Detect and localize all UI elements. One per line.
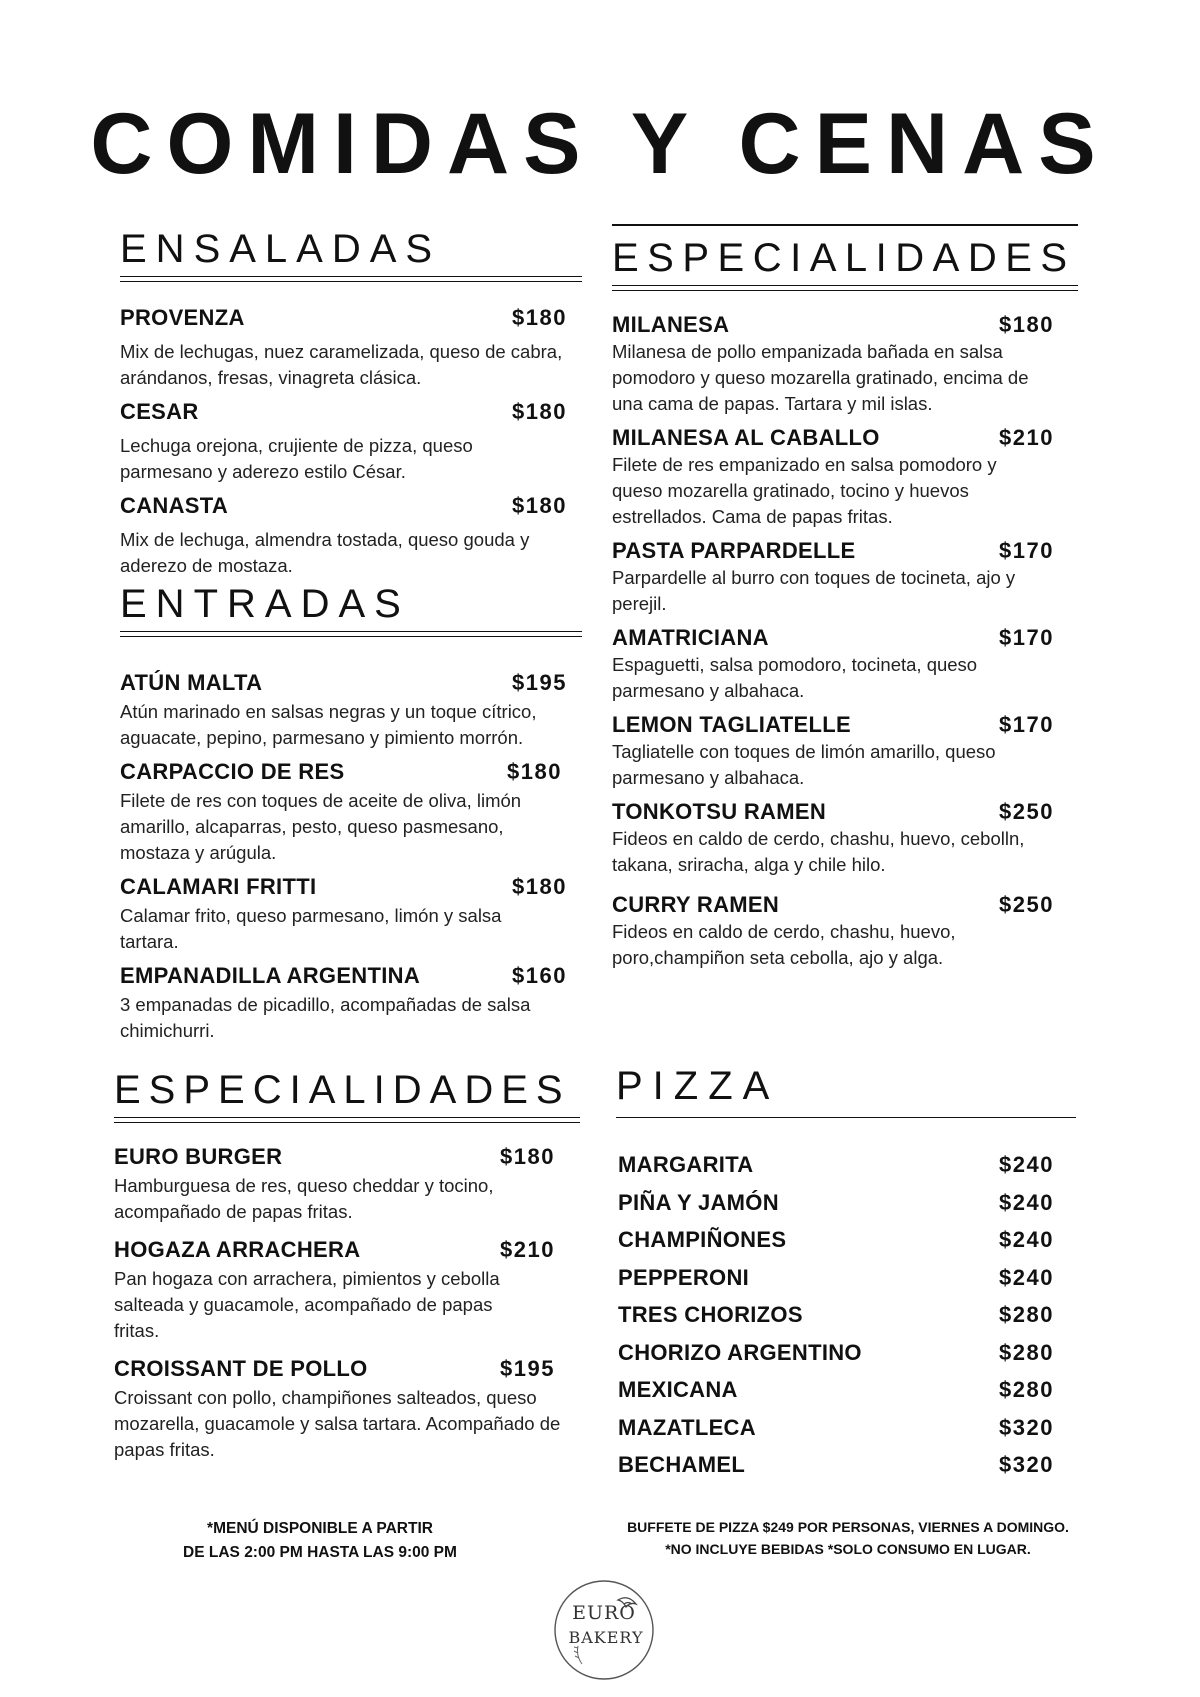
wheat-icon: [574, 1646, 582, 1664]
buffet-note-line: BUFFETE DE PIZZA $249 POR PERSONAS, VIERNES A DOMINGO.: [627, 1519, 1069, 1535]
item-price: $240: [999, 1152, 1054, 1177]
section-heading-rule: [612, 226, 1078, 286]
section-heading-rule: [120, 227, 582, 277]
item-price: $210: [500, 1237, 555, 1262]
menu-item: [120, 493, 582, 579]
item-description: Lechuga orejona, crujiente de pizza, queso parmesano y aderezo estilo César.: [120, 435, 473, 482]
item-price: $320: [999, 1452, 1054, 1477]
section-especialidades-left: [114, 1068, 580, 1463]
list-item: [618, 1452, 1054, 1490]
item-name: CHORIZO ARGENTINO: [618, 1339, 862, 1365]
item-name: BECHAMEL: [618, 1452, 746, 1477]
item-name: CURRY RAMEN: [612, 892, 780, 917]
menu-item: [612, 312, 1078, 417]
item-name: MILANESA AL CABALLO: [612, 425, 880, 450]
menu-item: [612, 538, 1078, 617]
item-price: $170: [999, 712, 1054, 737]
section-heading-rule: [120, 582, 582, 632]
buffet-note-line: *NO INCLUYE BEBIDAS *SOLO CONSUMO EN LUGAR.: [665, 1541, 1031, 1557]
item-description: Pan hogaza con arrachera, pimientos y cebolla salteada y guacamole, acompañado de papas fritas.: [114, 1268, 500, 1341]
schedule-note-line: *MENÚ DISPONIBLE A PARTIR: [207, 1520, 433, 1537]
item-price: $280: [999, 1302, 1054, 1327]
item-price: $180: [512, 874, 567, 899]
item-price: $250: [999, 799, 1054, 824]
euro-bakery-logo: [552, 1578, 656, 1682]
item-price: $170: [999, 625, 1054, 650]
list-item: [618, 1415, 1054, 1453]
menu-item: [120, 305, 582, 391]
item-description: Fideos en caldo de cerdo, chashu, huevo, poro,champiñon seta cebolla, ajo y alga.: [612, 921, 956, 968]
item-name: CALAMARI FRITTI: [120, 874, 317, 899]
section-pizza: [616, 1064, 1076, 1490]
menu-item: [612, 892, 1078, 971]
item-name: PASTA PARPARDELLE: [612, 538, 856, 563]
item-price: $320: [999, 1414, 1054, 1440]
item-name: CROISSANT DE POLLO: [114, 1356, 368, 1381]
list-item: [618, 1302, 1054, 1340]
section-heading: PIZZA: [616, 1064, 780, 1108]
item-description: Calamar frito, queso parmesano, limón y salsa tartara.: [120, 905, 502, 952]
item-description: Hamburguesa de res, queso cheddar y tocino, acompañado de papas fritas.: [114, 1175, 494, 1222]
menu-item: [114, 1144, 580, 1225]
item-description: Filete de res empanizado en salsa pomodoro y queso mozarella gratinado, tocino y huevos estrellados. Cama de papas fritas.: [612, 454, 997, 527]
item-price: $180: [507, 759, 562, 784]
pizza-list: [616, 1152, 1076, 1490]
item-price: $195: [512, 670, 567, 695]
item-price: $180: [999, 312, 1054, 337]
item-price: $250: [999, 892, 1054, 917]
item-name: MARGARITA: [618, 1152, 754, 1177]
menu-item: [612, 625, 1078, 704]
menu-item: [114, 1356, 580, 1463]
item-description: Mix de lechuga, almendra tostada, queso gouda y aderezo de mostaza.: [120, 529, 530, 576]
item-name: MILANESA: [612, 312, 730, 337]
item-name: CANASTA: [120, 493, 229, 518]
item-name: AMATRICIANA: [612, 625, 769, 650]
item-price: $240: [999, 1227, 1054, 1252]
item-name: PIÑA Y JAMÓN: [618, 1189, 779, 1215]
item-price: $210: [999, 425, 1054, 450]
list-item: [618, 1190, 1054, 1228]
schedule-note: [140, 1517, 500, 1565]
item-price: $280: [999, 1377, 1054, 1402]
item-name: TRES CHORIZOS: [618, 1302, 803, 1327]
item-description: Parpardelle al burro con toques de tocineta, ajo y perejil.: [612, 567, 1016, 614]
section-heading: ENSALADAS: [120, 227, 442, 271]
menu-item: [612, 425, 1078, 530]
menu-item: [114, 1237, 580, 1344]
section-heading-rule: [114, 1068, 580, 1118]
item-description: Milanesa de pollo empanizada bañada en salsa pomodoro y queso mozarella gratinado, encima de una cama de papas. Tartara y mil islas.: [612, 341, 1029, 414]
item-name: CESAR: [120, 399, 199, 424]
list-item: [618, 1152, 1054, 1190]
item-description: Tagliatelle con toques de limón amarillo, queso parmesano y albahaca.: [612, 741, 996, 788]
logo-text-euro: EURO: [572, 1602, 636, 1624]
item-description: Mix de lechugas, nuez caramelizada, queso de cabra, arándanos, fresas, vinagreta clásica.: [120, 341, 563, 388]
menu-item: [120, 399, 582, 485]
list-item: [618, 1227, 1054, 1265]
item-name: MEXICANA: [618, 1377, 738, 1402]
item-name: TONKOTSU RAMEN: [612, 799, 827, 824]
item-description: Filete de res con toques de aceite de oliva, limón amarillo, alcaparras, pesto, queso pasmesano, mostaza y arúgula.: [120, 790, 522, 863]
section-heading: ESPECIALIDADES: [114, 1068, 571, 1112]
list-item: [618, 1265, 1054, 1303]
menu-item: [612, 799, 1078, 878]
buffet-note: [600, 1516, 1096, 1560]
item-description: Espaguetti, salsa pomodoro, tocineta, queso parmesano y albahaca.: [612, 654, 978, 701]
item-name: LEMON TAGLIATELLE: [612, 712, 851, 737]
item-price: $180: [512, 399, 567, 424]
section-heading: ESPECIALIDADES: [612, 236, 1076, 280]
item-price: $280: [999, 1339, 1054, 1365]
item-name: EURO BURGER: [114, 1144, 283, 1169]
item-name: PEPPERONI: [618, 1264, 750, 1290]
item-name: ATÚN MALTA: [120, 670, 263, 695]
item-description: Atún marinado en salsas negras y un toque cítrico, aguacate, pepino, parmesano y pimiento morrón.: [120, 701, 537, 748]
section-heading: ENTRADAS: [120, 582, 410, 626]
item-name: HOGAZA ARRACHERA: [114, 1237, 361, 1262]
item-description: Fideos en caldo de cerdo, chashu, huevo, cebolln, takana, sriracha, alga y chile hilo.: [612, 828, 1025, 875]
section-especialidades-right: [612, 224, 1078, 971]
item-name: CARPACCIO DE RES: [120, 759, 345, 784]
menu-item: [120, 759, 582, 866]
item-price: $240: [999, 1189, 1054, 1215]
schedule-note-line: DE LAS 2:00 PM HASTA LAS 9:00 PM: [183, 1544, 457, 1561]
item-description: Croissant con pollo, champiñones salteados, queso mozarella, guacamole y salsa tartara. Acompañado de papas fritas.: [114, 1387, 561, 1460]
section-heading-rule: [616, 1064, 1076, 1118]
item-price: $240: [999, 1264, 1054, 1290]
item-price: $180: [512, 493, 567, 518]
item-name: MAZATLECA: [618, 1414, 756, 1440]
item-name: CHAMPIÑONES: [618, 1227, 787, 1252]
item-price: $195: [500, 1356, 555, 1381]
section-ensaladas: [120, 227, 582, 579]
page-title: COMIDAS Y CENAS: [90, 96, 1110, 192]
list-item: [618, 1340, 1054, 1378]
item-price: $160: [512, 963, 567, 988]
item-price: $170: [999, 538, 1054, 563]
logo-text-bakery: BAKERY: [568, 1628, 644, 1647]
item-name: EMPANADILLA ARGENTINA: [120, 963, 421, 988]
menu-item: [120, 670, 582, 751]
item-name: PROVENZA: [120, 305, 245, 330]
menu-item: [120, 874, 582, 955]
menu-item: [612, 712, 1078, 791]
list-item: [618, 1377, 1054, 1415]
item-description: 3 empanadas de picadillo, acompañadas de salsa chimichurri.: [120, 994, 531, 1041]
menu-item: [120, 963, 582, 1044]
section-entradas: [120, 582, 582, 1044]
item-price: $180: [512, 305, 567, 330]
item-price: $180: [500, 1144, 555, 1169]
